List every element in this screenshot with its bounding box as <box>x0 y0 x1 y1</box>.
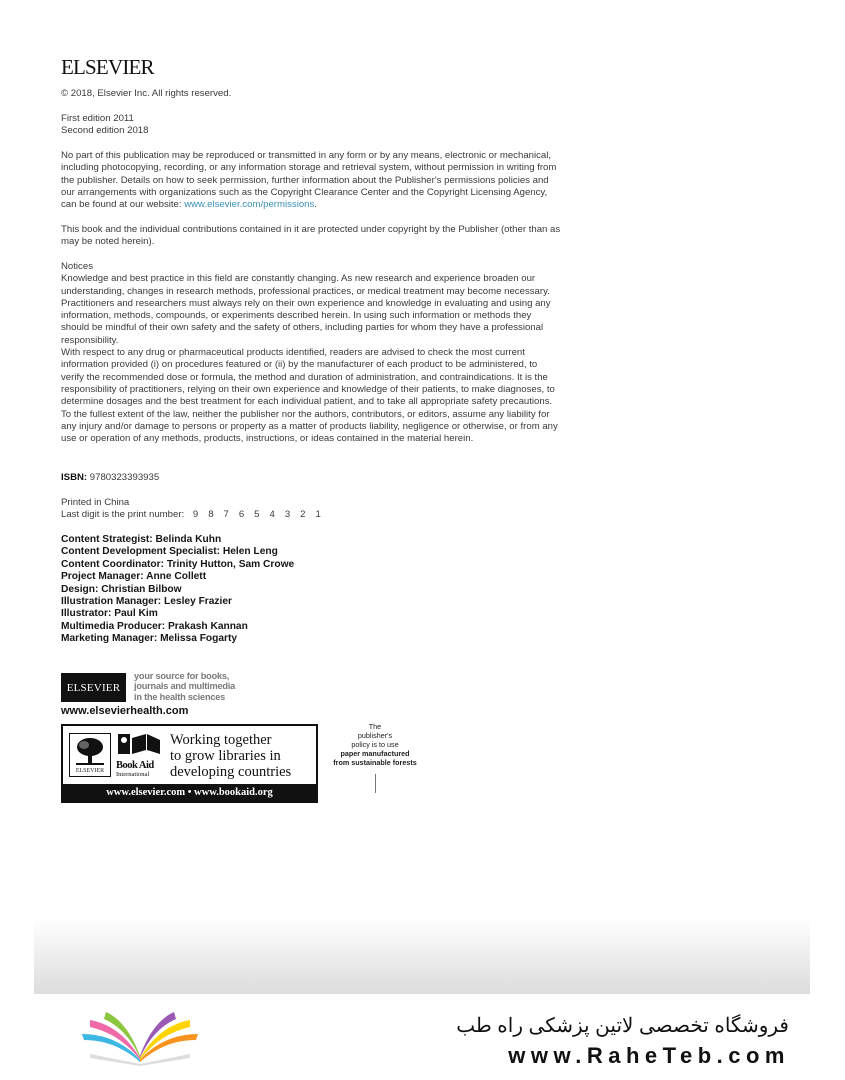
elsevier-logo-box: ELSEVIER <box>61 673 126 702</box>
isbn-label: ISBN: <box>61 472 88 483</box>
health-website-link[interactable]: www.elsevierhealth.com <box>61 705 189 717</box>
credit-content-coordinator: Content Coordinator: Trinity Hutton, Sam Crowe <box>61 558 295 570</box>
publisher-title: ELSEVIER <box>61 55 154 79</box>
print-number-digits: 9 8 7 6 5 4 3 2 1 <box>192 509 322 521</box>
isbn-value: 9780323393935 <box>89 472 160 483</box>
headline-line-1: Working together <box>170 732 272 748</box>
elsevier-tree-icon <box>69 733 111 777</box>
credit-design: Design: Christian Bilbow <box>61 583 182 595</box>
permissions-end: . <box>314 199 317 211</box>
health-tagline <box>134 671 235 702</box>
protected-note: This book and the individual contributions contained in it are protected under copyright by the Publisher (other than as may be noted herein). <box>61 224 561 248</box>
policy-line-3: policy is to use <box>351 740 399 749</box>
store-name-persian: فروشگاه تخصصی لاتین پزشکی راه طب <box>456 1015 789 1037</box>
tagline-line-1: your source for books, <box>134 671 230 681</box>
credit-illustration-manager: Illustration Manager: Lesley Frazier <box>61 596 232 608</box>
credit-project-manager: Project Manager: Anne Collett <box>61 571 207 583</box>
notices-paragraph-4: To the fullest extent of the law, neither the publisher nor the authors, contributors, or editors, assume any liability for any injury and/or damage to persons or property as a matter of products liability, negligence or otherwise, or from any use or operation of any methods, products, instructions, or ideas contained in the material herein. <box>61 408 558 445</box>
paper-policy-note <box>330 722 420 767</box>
permissions-text: No part of this publication may be reproduced or transmitted in any form or by any means, electronic or mechanical, including photocopying, recording, or any information storage and retrieval system, without permission in writing from the publisher. Details on how to seek permission, further information about the Publisher's permissions policies and our arrangements with organizations such as the Copyright Clearance Center and the Copyright Licensing Agency, can be found at our website: <box>61 150 557 211</box>
credit-marketing-manager: Marketing Manager: Melissa Fogarty <box>61 633 238 645</box>
second-edition: Second edition 2018 <box>61 125 149 137</box>
print-info <box>61 497 321 522</box>
tagline-line-2: journals and multimedia <box>134 681 236 692</box>
editions <box>61 113 148 138</box>
isbn-line <box>61 472 159 484</box>
printed-in: Printed in China <box>61 497 130 508</box>
first-edition: First edition 2011 <box>61 113 134 124</box>
notices-paragraph-1: Knowledge and best practice in this field are constantly changing. As new research and experience broaden our understanding, changes in research methods, professional practices, or medical treatment may become necessary. <box>61 273 550 297</box>
print-number-line <box>61 509 321 521</box>
book-aid-sub: International <box>116 771 150 778</box>
elsevier-small-label: ELSEVIER <box>75 768 105 774</box>
book-aid-headline <box>170 732 291 780</box>
book-aid-logo <box>116 732 162 778</box>
permissions-paragraph <box>61 150 561 211</box>
notices-heading: Notices <box>61 261 93 272</box>
permissions-link[interactable]: www.elsevier.com/permissions <box>184 199 315 211</box>
print-number-label: Last digit is the print number: <box>61 509 185 521</box>
notices-paragraph-3: With respect to any drug or pharmaceutical products identified, readers are advised to check the most current information provided (i) on procedures featured or (ii) by the manufacturer of each product to be administered, to verify the recommended dose or formula, the method and duration of administration, and contraindications. It is the responsibility of practitioners, relying on their own experience and knowledge of their patients, to make diagnoses, to determine dosages and the best treatment for each individual patient, and to take all appropriate safety precautions. <box>61 347 555 408</box>
policy-line-1: The <box>368 722 382 731</box>
headline-line-2: to grow libraries in <box>170 748 281 764</box>
credits-list <box>61 534 294 646</box>
credit-illustrator: Illustrator: Paul Kim <box>61 608 158 620</box>
copyright-line: © 2018, Elsevier Inc. All rights reserved. <box>61 88 232 99</box>
notices-paragraph-2: Practitioners and researchers must always rely on their own experience and knowledge in evaluating and using any information, methods, compounds, or experiments described herein. In using such information or methods they should be mindful of their own safety and the safety of others, including parties for whom they have a professional responsibility. <box>61 297 551 346</box>
open-book-icon <box>116 732 162 756</box>
book-aid-footer[interactable]: www.elsevier.com • www.bookaid.org <box>63 784 316 801</box>
policy-bold-1: paper manufactured <box>340 749 410 758</box>
rahe-teb-book-logo <box>76 1010 204 1066</box>
book-aid-banner <box>61 724 318 803</box>
policy-bold-2: from sustainable forests <box>333 758 417 767</box>
tagline-line-3: in the health sciences <box>134 691 226 702</box>
book-aid-name: Book Aid <box>116 760 154 771</box>
page-shadow-band <box>34 918 810 994</box>
credit-content-development: Content Development Specialist: Helen Leng <box>61 546 278 558</box>
policy-divider <box>375 774 376 793</box>
credit-content-strategist: Content Strategist: Belinda Kuhn <box>61 534 222 545</box>
tree-icon <box>70 735 110 767</box>
store-url[interactable]: www.RaheTeb.com <box>508 1043 790 1068</box>
headline-line-3: developing countries <box>170 764 292 780</box>
notices-section <box>61 261 561 445</box>
policy-line-2: publisher's <box>357 731 393 740</box>
credit-multimedia-producer: Multimedia Producer: Prakash Kannan <box>61 620 248 632</box>
